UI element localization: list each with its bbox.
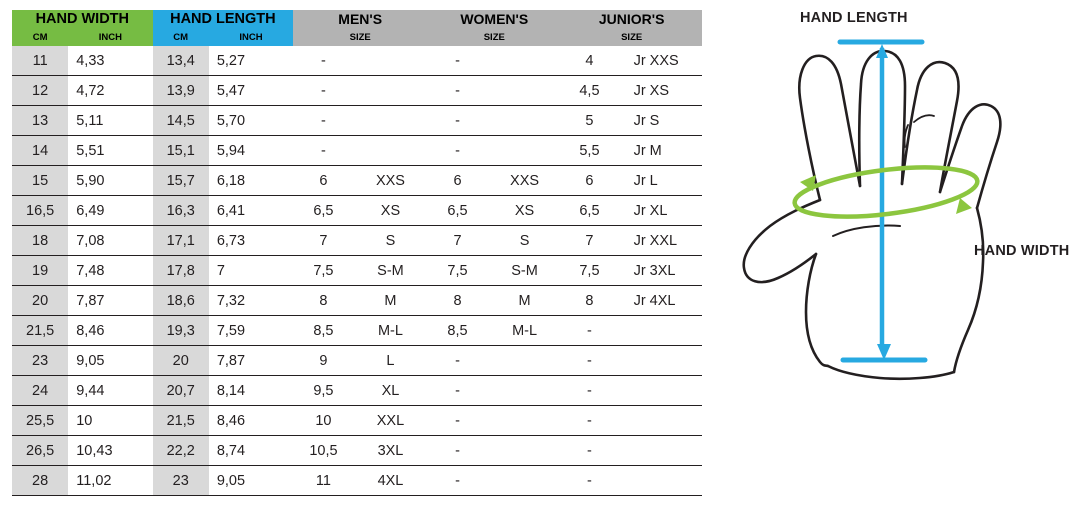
cell-juniors-label [618, 376, 702, 406]
cell-hand-length-inch: 5,70 [209, 106, 293, 136]
cell-juniors-label [618, 346, 702, 376]
cell-hand-width-inch: 10,43 [68, 436, 152, 466]
cell-mens-label: 3XL [354, 436, 428, 466]
cell-hand-width-cm: 19 [12, 256, 68, 286]
cell-womens-label [488, 436, 562, 466]
cell-juniors-number: 5 [561, 106, 617, 136]
cell-womens-label [488, 346, 562, 376]
cell-hand-width-inch: 7,48 [68, 256, 152, 286]
subheader-juniors-size: SIZE [561, 29, 702, 46]
table-row [12, 376, 702, 406]
table-row [12, 406, 702, 436]
cell-mens-label: XS [354, 196, 428, 226]
cell-hand-length-inch: 6,18 [209, 166, 293, 196]
cell-womens-number: - [427, 376, 488, 406]
cell-juniors-label [618, 436, 702, 466]
cell-womens-number: - [427, 136, 488, 166]
cell-mens-label: M [354, 286, 428, 316]
cell-juniors-label [618, 316, 702, 346]
cell-hand-width-cm: 23 [12, 346, 68, 376]
cell-juniors-label: Jr M [618, 136, 702, 166]
cell-womens-label [488, 406, 562, 436]
cell-mens-number: - [293, 76, 354, 106]
table-row [12, 196, 702, 226]
cell-mens-label: 4XL [354, 466, 428, 496]
cell-womens-label [488, 76, 562, 106]
cell-hand-length-inch: 7,87 [209, 346, 293, 376]
cell-mens-number: 8,5 [293, 316, 354, 346]
cell-juniors-number: - [561, 466, 617, 496]
cell-juniors-number: - [561, 406, 617, 436]
cell-womens-label [488, 376, 562, 406]
cell-hand-length-inch: 6,41 [209, 196, 293, 226]
cell-hand-length-inch: 5,94 [209, 136, 293, 166]
cell-hand-width-inch: 9,05 [68, 346, 152, 376]
cell-hand-width-inch: 4,33 [68, 46, 152, 76]
cell-womens-label [488, 466, 562, 496]
cell-womens-number: 8 [427, 286, 488, 316]
cell-juniors-label [618, 466, 702, 496]
cell-hand-length-cm: 21,5 [153, 406, 209, 436]
cell-mens-number: - [293, 106, 354, 136]
cell-hand-length-cm: 23 [153, 466, 209, 496]
cell-hand-width-inch: 7,08 [68, 226, 152, 256]
cell-womens-label: M-L [488, 316, 562, 346]
subheader-hand-width-inch: INCH [68, 29, 152, 46]
cell-juniors-label [618, 406, 702, 436]
cell-hand-length-inch: 7,59 [209, 316, 293, 346]
cell-hand-length-inch: 5,27 [209, 46, 293, 76]
cell-juniors-number: 4 [561, 46, 617, 76]
cell-hand-width-cm: 26,5 [12, 436, 68, 466]
cell-mens-number: 9 [293, 346, 354, 376]
cell-juniors-label: Jr 4XL [618, 286, 702, 316]
cell-hand-width-cm: 20 [12, 286, 68, 316]
cell-hand-width-cm: 15 [12, 166, 68, 196]
cell-womens-label [488, 46, 562, 76]
table-header-groups [12, 10, 702, 29]
cell-womens-number: 8,5 [427, 316, 488, 346]
cell-womens-number: - [427, 46, 488, 76]
cell-hand-length-cm: 14,5 [153, 106, 209, 136]
cell-womens-label: S [488, 226, 562, 256]
cell-juniors-number: - [561, 376, 617, 406]
cell-juniors-number: 7 [561, 226, 617, 256]
cell-juniors-label: Jr XL [618, 196, 702, 226]
label-hand-length: HAND LENGTH [800, 10, 908, 26]
subheader-hand-length-inch: INCH [209, 29, 293, 46]
table-row [12, 46, 702, 76]
cell-hand-width-inch: 5,51 [68, 136, 152, 166]
cell-hand-length-cm: 17,1 [153, 226, 209, 256]
hand-width-loop [792, 159, 980, 225]
cell-mens-label [354, 106, 428, 136]
cell-hand-width-cm: 11 [12, 46, 68, 76]
cell-hand-length-inch: 8,46 [209, 406, 293, 436]
cell-hand-length-cm: 15,1 [153, 136, 209, 166]
cell-hand-width-inch: 7,87 [68, 286, 152, 316]
table-row [12, 76, 702, 106]
cell-hand-length-inch: 7 [209, 256, 293, 286]
cell-hand-width-inch: 9,44 [68, 376, 152, 406]
cell-mens-label: XXL [354, 406, 428, 436]
subheader-hand-length-cm: CM [153, 29, 209, 46]
cell-womens-number: - [427, 76, 488, 106]
table-body [12, 46, 702, 496]
table-row [12, 136, 702, 166]
cell-hand-length-inch: 6,73 [209, 226, 293, 256]
cell-womens-label: XS [488, 196, 562, 226]
cell-juniors-label: Jr 3XL [618, 256, 702, 286]
cell-mens-number: 6 [293, 166, 354, 196]
cell-hand-width-inch: 5,90 [68, 166, 152, 196]
cell-hand-length-inch: 9,05 [209, 466, 293, 496]
size-table-container [12, 10, 702, 496]
header-womens: WOMEN'S [427, 10, 561, 29]
cell-hand-width-cm: 12 [12, 76, 68, 106]
cell-hand-length-cm: 19,3 [153, 316, 209, 346]
cell-juniors-label: Jr XXL [618, 226, 702, 256]
cell-womens-number: 6,5 [427, 196, 488, 226]
label-hand-width: HAND WIDTH [974, 243, 1070, 259]
cell-womens-number: 6 [427, 166, 488, 196]
cell-hand-length-cm: 15,7 [153, 166, 209, 196]
cell-hand-width-inch: 10 [68, 406, 152, 436]
cell-juniors-number: 6,5 [561, 196, 617, 226]
cell-womens-label [488, 136, 562, 166]
cell-juniors-label: Jr XS [618, 76, 702, 106]
cell-hand-length-cm: 20 [153, 346, 209, 376]
table-row [12, 256, 702, 286]
cell-hand-length-cm: 17,8 [153, 256, 209, 286]
table-row [12, 166, 702, 196]
cell-juniors-number: 7,5 [561, 256, 617, 286]
cell-womens-label: XXS [488, 166, 562, 196]
cell-mens-number: 11 [293, 466, 354, 496]
cell-juniors-label: Jr XXS [618, 46, 702, 76]
cell-mens-number: 7,5 [293, 256, 354, 286]
cell-mens-label: XL [354, 376, 428, 406]
table-row [12, 346, 702, 376]
cell-womens-number: - [427, 406, 488, 436]
cell-hand-width-cm: 25,5 [12, 406, 68, 436]
cell-hand-length-cm: 20,7 [153, 376, 209, 406]
cell-mens-number: - [293, 46, 354, 76]
cell-hand-width-cm: 18 [12, 226, 68, 256]
cell-hand-width-inch: 6,49 [68, 196, 152, 226]
cell-juniors-label: Jr L [618, 166, 702, 196]
header-hand-length: HAND LENGTH [153, 10, 294, 29]
cell-hand-length-cm: 22,2 [153, 436, 209, 466]
cell-mens-number: 8 [293, 286, 354, 316]
cell-mens-label [354, 46, 428, 76]
cell-hand-length-inch: 8,14 [209, 376, 293, 406]
cell-mens-number: 7 [293, 226, 354, 256]
table-row [12, 286, 702, 316]
cell-hand-length-inch: 7,32 [209, 286, 293, 316]
cell-hand-width-inch: 8,46 [68, 316, 152, 346]
cell-hand-width-cm: 14 [12, 136, 68, 166]
cell-womens-label: M [488, 286, 562, 316]
subheader-hand-width-cm: CM [12, 29, 68, 46]
cell-juniors-number: 5,5 [561, 136, 617, 166]
cell-juniors-number: 6 [561, 166, 617, 196]
cell-mens-number: 6,5 [293, 196, 354, 226]
cell-womens-label: S-M [488, 256, 562, 286]
table-header-subgroups [12, 29, 702, 46]
cell-mens-number: 10,5 [293, 436, 354, 466]
cell-mens-number: 9,5 [293, 376, 354, 406]
cell-hand-width-cm: 21,5 [12, 316, 68, 346]
cell-mens-label: M-L [354, 316, 428, 346]
cell-hand-width-inch: 4,72 [68, 76, 152, 106]
cell-juniors-number: - [561, 316, 617, 346]
cell-hand-length-cm: 13,9 [153, 76, 209, 106]
cell-hand-length-inch: 5,47 [209, 76, 293, 106]
cell-mens-label: L [354, 346, 428, 376]
cell-womens-number: - [427, 436, 488, 466]
cell-womens-number: 7 [427, 226, 488, 256]
cell-juniors-number: 8 [561, 286, 617, 316]
cell-mens-number: 10 [293, 406, 354, 436]
cell-hand-length-cm: 13,4 [153, 46, 209, 76]
table-row [12, 226, 702, 256]
cell-hand-length-cm: 18,6 [153, 286, 209, 316]
cell-hand-length-cm: 16,3 [153, 196, 209, 226]
header-mens: MEN'S [293, 10, 427, 29]
table-row [12, 106, 702, 136]
subheader-mens-size: SIZE [293, 29, 427, 46]
cell-juniors-number: 4,5 [561, 76, 617, 106]
header-juniors: JUNIOR'S [561, 10, 702, 29]
cell-womens-number: - [427, 106, 488, 136]
cell-mens-label: S [354, 226, 428, 256]
cell-mens-number: - [293, 136, 354, 166]
table-row [12, 466, 702, 496]
cell-womens-number: 7,5 [427, 256, 488, 286]
table-row [12, 436, 702, 466]
subheader-womens-size: SIZE [427, 29, 561, 46]
cell-juniors-number: - [561, 346, 617, 376]
cell-juniors-number: - [561, 436, 617, 466]
cell-juniors-label: Jr S [618, 106, 702, 136]
cell-mens-label: XXS [354, 166, 428, 196]
cell-hand-width-cm: 24 [12, 376, 68, 406]
cell-womens-number: - [427, 346, 488, 376]
cell-mens-label: S-M [354, 256, 428, 286]
cell-hand-width-cm: 16,5 [12, 196, 68, 226]
cell-hand-width-cm: 13 [12, 106, 68, 136]
cell-womens-label [488, 106, 562, 136]
cell-womens-number: - [427, 466, 488, 496]
cell-mens-label [354, 76, 428, 106]
cell-hand-width-cm: 28 [12, 466, 68, 496]
cell-hand-length-inch: 8,74 [209, 436, 293, 466]
table-header [12, 10, 702, 46]
hand-length-arrow [840, 42, 925, 360]
glove-size-table [12, 10, 702, 496]
header-hand-width: HAND WIDTH [12, 10, 153, 29]
cell-mens-label [354, 136, 428, 166]
cell-hand-width-inch: 5,11 [68, 106, 152, 136]
table-row [12, 316, 702, 346]
cell-hand-width-inch: 11,02 [68, 466, 152, 496]
